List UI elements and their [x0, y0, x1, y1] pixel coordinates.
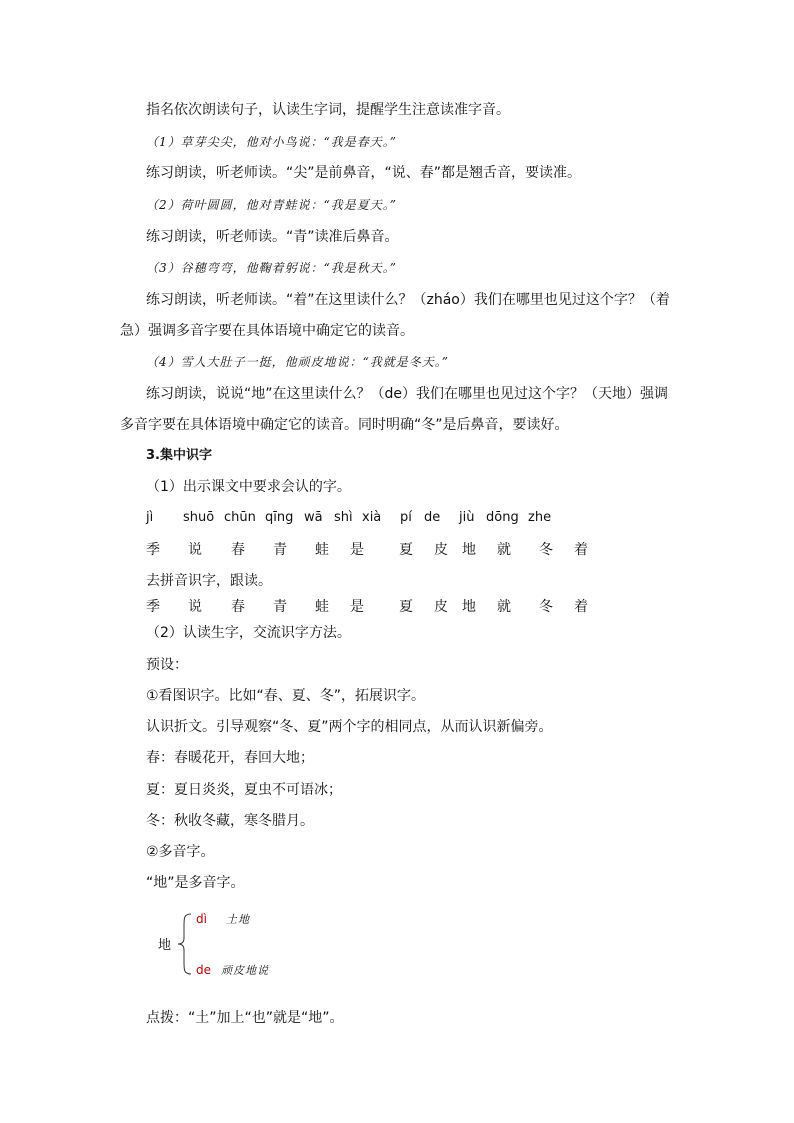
reading-example: 顽皮地说	[221, 964, 269, 977]
reading-example: 土地	[226, 913, 250, 926]
pinyin: shuō	[183, 510, 215, 525]
pinyin: wā	[304, 510, 323, 525]
paragraph: ①看图识字。比如“春、夏、冬”，拓展识字。	[146, 688, 426, 704]
character: 蛙	[315, 599, 329, 615]
character: 地	[462, 599, 476, 615]
character: 青	[273, 599, 287, 615]
example-sentence: （4）雪人大肚子一挺，他顽皮地说：“我就是冬天。”	[146, 355, 449, 369]
paragraph: 去拼音识字，跟读。	[146, 573, 272, 589]
character: 就	[497, 599, 511, 615]
example-sentence: （2）荷叶圆圆，他对青蛙说：“我是夏天。”	[146, 198, 397, 212]
character: 说	[188, 542, 202, 558]
paragraph: 春：春暖花开，春回大地；	[146, 750, 314, 766]
pinyin: jì	[146, 510, 154, 525]
character: 着	[574, 599, 588, 615]
reading-pinyin: de	[196, 963, 211, 977]
paragraph: 练习朗读，听老师读。“着”在这里读什么？（zháo）我们在哪里也见过这个字？（着	[146, 292, 670, 308]
brace-icon	[176, 912, 194, 976]
pinyin: qīng	[265, 510, 294, 525]
paragraph: 冬：秋收冬藏，寒冬腊月。	[146, 813, 314, 829]
example-sentence: （3）谷穗弯弯，他鞠着躬说：“我是秋天。”	[146, 261, 397, 275]
character: 冬	[539, 599, 553, 615]
paragraph: ②多音字。	[146, 844, 215, 860]
character: 春	[231, 542, 245, 558]
character: 是	[350, 542, 364, 558]
pinyin: zhe	[528, 510, 552, 525]
character: 夏	[399, 599, 413, 615]
paragraph: 练习朗读，听老师读。“尖”是前鼻音，“说、春”都是翘舌音，要读准。	[146, 165, 582, 181]
reading-pinyin: dì	[196, 912, 207, 926]
character: 说	[188, 599, 202, 615]
character: 蛙	[315, 542, 329, 558]
paragraph: 多音字要在具体语境中确定它的读音。同时明确“冬”是后鼻音，要读好。	[120, 417, 569, 433]
character: 冬	[539, 542, 553, 558]
paragraph: 认识折文。引导观察“冬、夏”两个字的相同点，从而认识新偏旁。	[146, 719, 553, 735]
paragraph: （1）出示课文中要求会认的字。	[146, 479, 351, 495]
pinyin: jiù	[459, 510, 475, 525]
paragraph: 点拨：“土”加上“也”就是“地”。	[146, 1010, 344, 1026]
character: 青	[273, 542, 287, 558]
character: 着	[574, 542, 588, 558]
paragraph: 指名依次朗读句子，认读生字词，提醒学生注意读准字音。	[146, 102, 510, 118]
polyphone-character: 地	[158, 938, 172, 953]
paragraph: “地”是多音字。	[146, 875, 245, 891]
paragraph: （2）认读生字，交流识字方法。	[146, 625, 351, 641]
example-sentence: （1）草芽尖尖，他对小鸟说：“我是春天。”	[146, 135, 397, 149]
pinyin: de	[424, 510, 441, 525]
paragraph: 练习朗读，说说“地”在这里读什么？（de）我们在哪里也见过这个字？（天地）强调	[146, 386, 669, 402]
character: 就	[497, 542, 511, 558]
paragraph: 练习朗读，听老师读。“青”读准后鼻音。	[146, 229, 399, 245]
pinyin: chūn	[224, 510, 256, 525]
character: 春	[231, 599, 245, 615]
character: 是	[350, 599, 364, 615]
paragraph: 预设：	[146, 657, 188, 673]
pinyin: pí	[400, 510, 412, 525]
paragraph: 夏：夏日炎炎，夏虫不可语冰；	[146, 782, 342, 798]
character: 皮	[434, 599, 448, 615]
pinyin: shì	[334, 510, 353, 525]
section-heading: 3.集中识字	[146, 448, 212, 463]
pinyin: xià	[362, 510, 382, 525]
character: 季	[146, 542, 160, 558]
character: 地	[462, 542, 476, 558]
character: 季	[146, 599, 160, 615]
pinyin: dōng	[486, 510, 519, 525]
paragraph: 急）强调多音字要在具体语境中确定它的读音。	[120, 323, 414, 339]
character: 皮	[434, 542, 448, 558]
character: 夏	[399, 542, 413, 558]
